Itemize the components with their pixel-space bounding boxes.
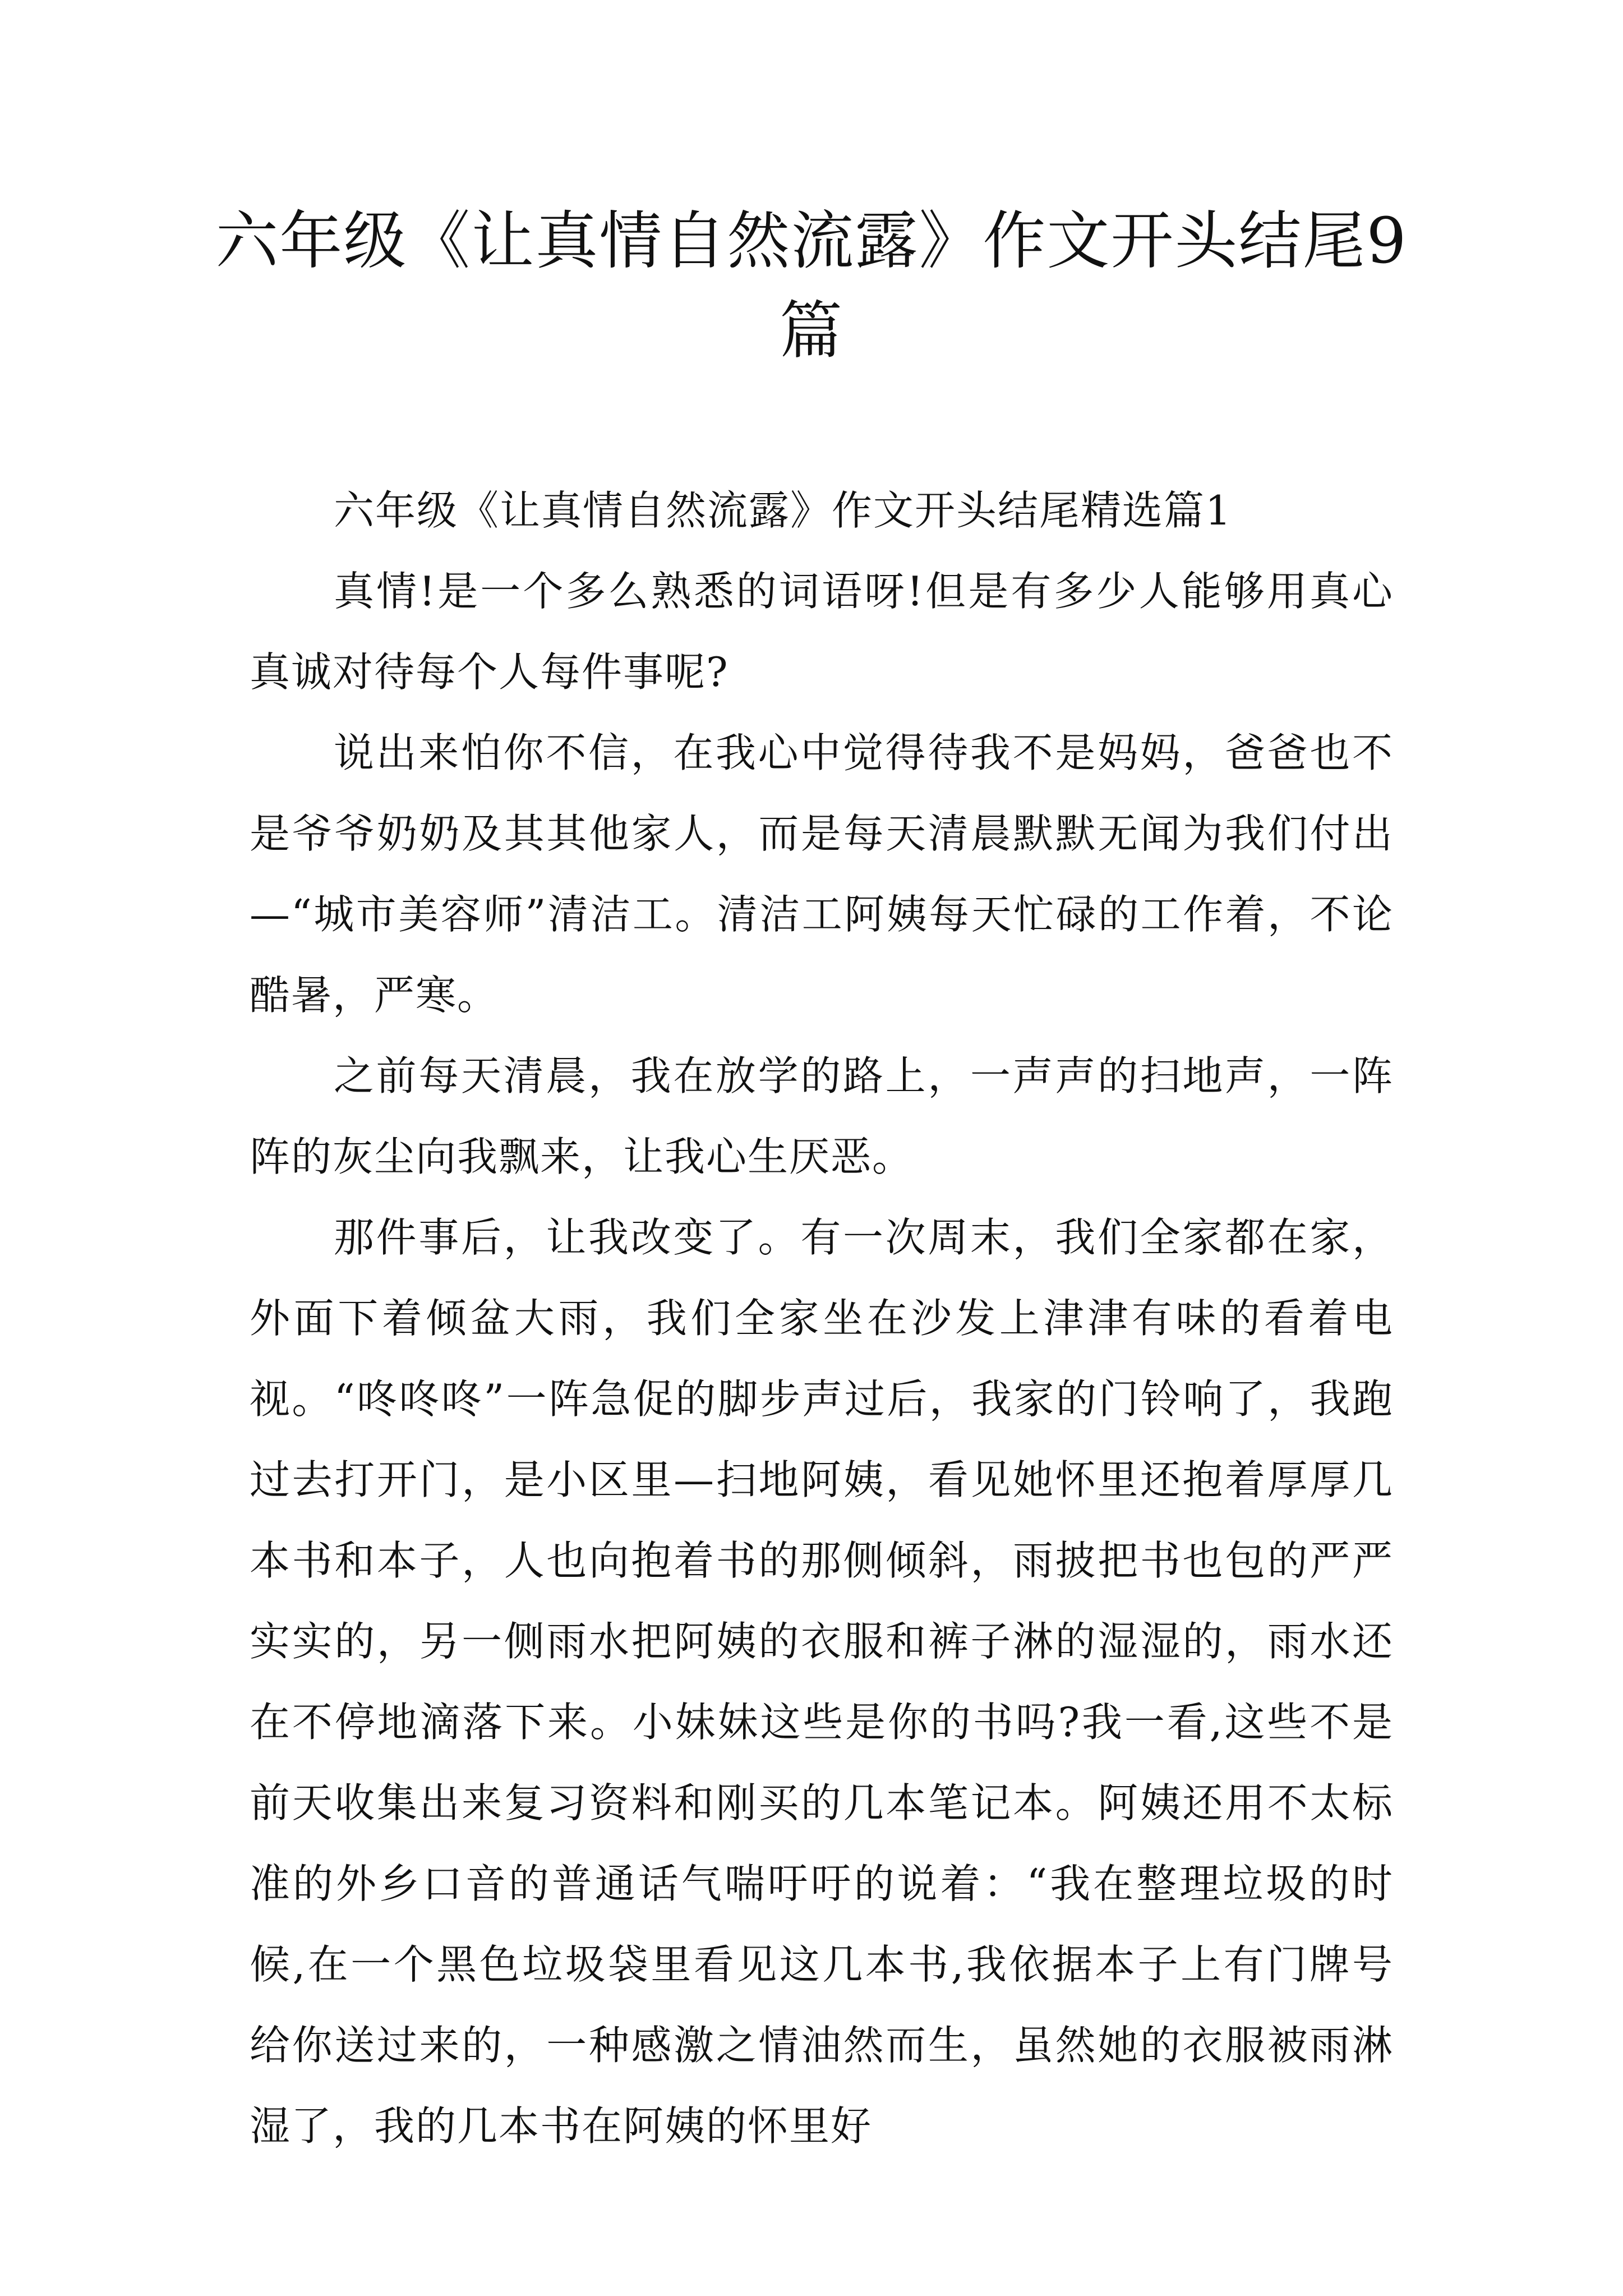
paragraph: 之前每天清晨，我在放学的路上，一声声的扫地声，一阵阵的灰尘向我飘来，让我心生厌恶。 [250,1052,1394,1180]
paragraph: 说出来怕你不信，在我心中觉得待我不是妈妈，爸爸也不是爷爷奶奶及其其他家人，而是每天清晨默默无闻为我们付出—“城市美容师”清洁工。清洁工阿姨每天忙碌的工作着，不论酷暑，严寒。 [250,729,1394,1019]
paragraph: 那件事后，让我改变了。有一次周末，我们全家都在家，外面下着倾盆大雨，我们全家坐在沙发上津津有味的看着电视。“咚咚咚”一阵急促的脚步声过后，我家的门铃响了，我跑过去打开门，是小区里—扫地阿姨，看见她怀里还抱着厚厚几本书和本子，人也向抱着书的那侧倾斜，雨披把书也包的严严实实的，另一侧雨水把阿姨的衣服和裤子淋的湿湿的，雨水还在不停地滴落下来。小妹妹这些是你的书吗?我一看,这些不是前天收集出来复习资料和刚买的几本笔记本。阿姨还用不太标准的外乡口音的普通话气喘吁吁的说着：“我在整理垃圾的时候,在一个黑色垃圾袋里看见这几本书,我依据本子上有门牌号给你送过来的，一种感激之情油然而生，虽然她的衣服被雨淋湿了，我的几本书在阿姨的怀里好 [250,1214,1394,2150]
paragraph: 真情!是一个多么熟悉的词语呀!但是有多少人能够用真心真诚对待每个人每件事呢? [250,568,1394,696]
document-body [250,470,1394,2166]
document-title: 六年级《让真情自然流露》作文开头结尾9篇 [215,205,1408,367]
paragraph-section-heading: 六年级《让真情自然流露》作文开头结尾精选篇1 [334,487,1232,534]
